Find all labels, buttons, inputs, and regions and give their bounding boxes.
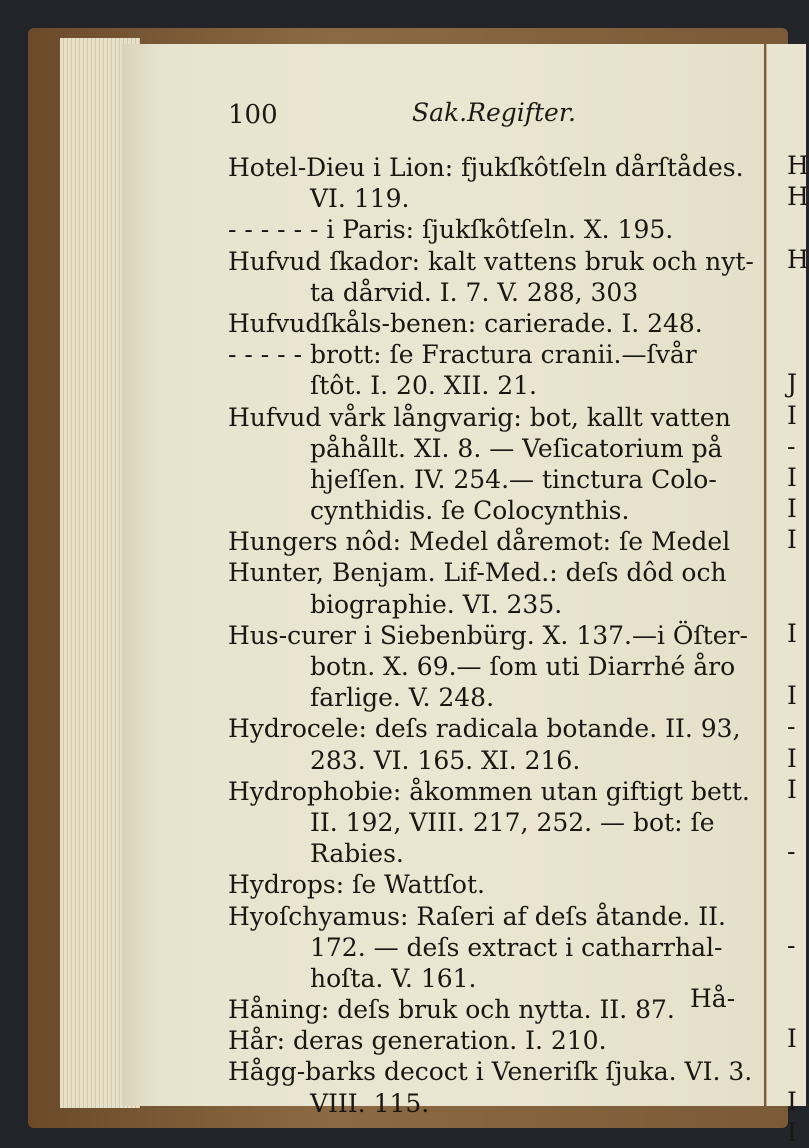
catchword: Hå- xyxy=(690,984,736,1013)
index-line: biographie. VI. 235. xyxy=(310,589,563,619)
index-line: Hyoſchyamus: Raſeri af deſs åtande. II. xyxy=(228,901,726,931)
facing-page-letter: J xyxy=(787,369,798,399)
facing-page-letter xyxy=(787,306,805,337)
facing-page-letter: I xyxy=(787,400,797,430)
index-line: Hus-curer i Siebenbürg. X. 137.—i Öſter- xyxy=(228,620,748,650)
index-line: ta dårvid. I. 7. V. 288, 303 xyxy=(310,277,639,307)
facing-page-letter: - xyxy=(787,930,796,960)
index-line: - - - - - brott: ſe Fractura cranii.—ſvår xyxy=(228,340,697,370)
facing-page-letter: I xyxy=(787,1024,797,1054)
facing-page-letter: I xyxy=(787,743,797,773)
facing-page-letter xyxy=(787,961,805,992)
facing-page-letter: I xyxy=(787,618,797,648)
facing-page-letter: I xyxy=(787,1117,797,1147)
index-line: Hunter, Benjam. Lif-Med.: deſs dôd och xyxy=(228,558,727,588)
page-number: 100 xyxy=(228,100,278,130)
facing-page-letter xyxy=(787,1054,805,1085)
facing-page-letter xyxy=(787,992,805,1023)
facing-page-letter: I xyxy=(787,462,797,492)
facing-page-letter: I xyxy=(787,681,797,711)
index-line: Håning: deſs bruk och nytta. II. 87. xyxy=(228,995,675,1025)
index-line: - - - - - - i Paris: ſjukſkôtſeln. X. 195. xyxy=(228,215,674,245)
index-line: VIII. 115. xyxy=(310,1088,430,1118)
index-line: 283. VI. 165. XI. 216. xyxy=(310,745,581,775)
index-line: 172. — deſs extract i catharrhal- xyxy=(310,932,723,962)
index-line: hjeſſen. IV. 254.— tinctura Colo- xyxy=(310,464,717,494)
facing-page-letter: - xyxy=(787,712,796,742)
facing-page-letter xyxy=(787,337,805,368)
index-line: botn. X. 69.— ſom uti Diarrhé åro xyxy=(310,652,736,681)
facing-page-letter xyxy=(787,555,805,586)
index-line: VI. 119. xyxy=(310,184,410,214)
facing-page-letter: I xyxy=(787,525,797,555)
index-line: Hydrocele: deſs radicala botande. II. 93, xyxy=(228,714,741,744)
facing-page-letter xyxy=(787,275,805,306)
index-line: Hydrophobie: åkommen utan giftigt bett. xyxy=(228,776,750,806)
facing-page-letter: H xyxy=(787,151,809,180)
index-line: Hår: deras generation. I. 210. xyxy=(228,1026,607,1056)
facing-page-letter: - xyxy=(787,837,796,867)
index-line: Hufvudſkåls-benen: carierade. I. 248. xyxy=(228,308,703,338)
index-line: Hotel-Dieu i Lion: fjukſkôtſeln dårſtådes. xyxy=(228,153,744,182)
index-line: Hungers nôd: Medel dåremot: ſe Medel xyxy=(228,527,731,557)
index-line: ſtôt. I. 20. XII. 21. xyxy=(310,371,537,401)
index-line: II. 192, VIII. 217, 252. — bot: ſe xyxy=(310,807,715,837)
facing-page-letters xyxy=(787,150,809,1148)
facing-page-letter xyxy=(787,649,805,680)
index-line: Hågg-barks decoct i Veneriſk ſjuka. VI. 3. xyxy=(228,1057,753,1087)
index-line: hoſta. V. 161. xyxy=(310,963,477,993)
facing-page-letter: H xyxy=(787,182,809,212)
facing-page-letter: - xyxy=(787,431,796,461)
facing-page-letter: I xyxy=(787,774,797,804)
facing-page-letter: H xyxy=(787,244,809,274)
page-title: Sak.Regifter. xyxy=(412,98,576,127)
index-line: Hufvud vårk långvarig: bot, kallt vatten xyxy=(228,402,731,432)
index-line: Rabies. xyxy=(310,839,404,869)
facing-page-letter: I xyxy=(787,1086,797,1116)
facing-page-letter: I xyxy=(787,494,797,524)
facing-page-letter xyxy=(787,587,805,618)
index-line: Hufvud ſkador: kalt vattens bruk och nyt- xyxy=(228,246,754,276)
facing-page-letter xyxy=(787,899,805,930)
facing-page-letter xyxy=(787,212,805,243)
index-line: påhållt. XI. 8. — Veſicatorium på xyxy=(310,433,723,463)
index-line: Hydrops: ſe Wattſot. xyxy=(228,870,485,900)
index-line: cynthidis. ſe Colocynthis. xyxy=(310,496,630,526)
index-entries xyxy=(228,152,754,1119)
facing-page-letter xyxy=(787,805,805,836)
facing-page-letter xyxy=(787,867,805,898)
index-line: farlige. V. 248. xyxy=(310,683,495,713)
